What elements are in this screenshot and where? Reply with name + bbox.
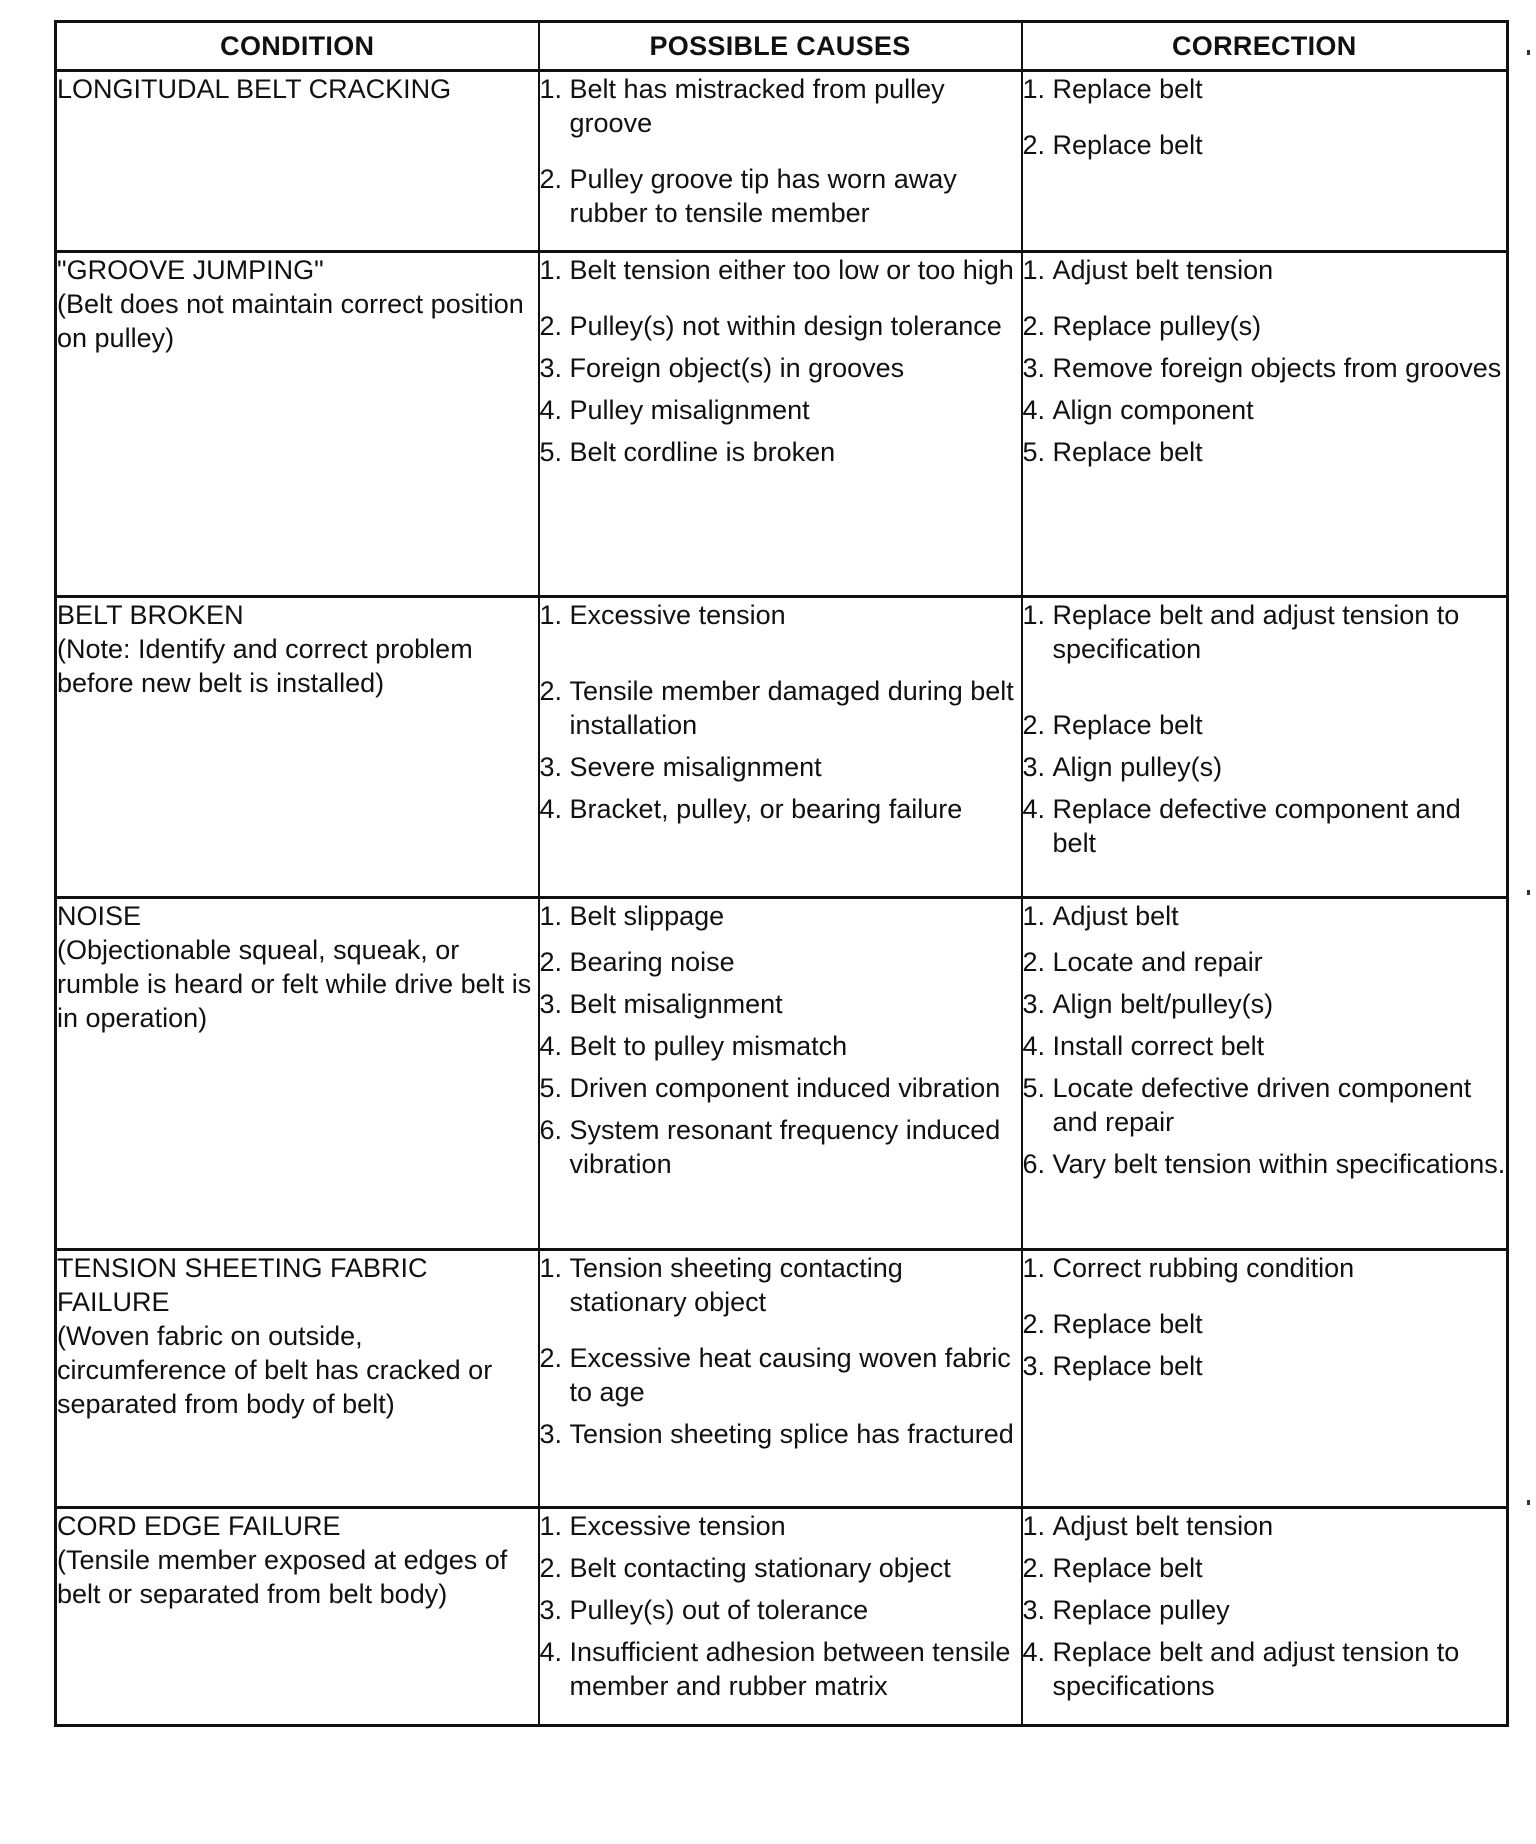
item-text: Replace pulley <box>1052 1595 1230 1625</box>
item-number: 1. <box>1022 600 1053 630</box>
item-text: Bracket, pulley, or bearing failure <box>569 794 963 824</box>
correction-item <box>1023 253 1507 287</box>
item-text: Adjust belt <box>1052 901 1179 931</box>
item-number: 1. <box>539 74 570 104</box>
item-number: 6. <box>539 1115 570 1145</box>
item-text: Belt to pulley mismatch <box>569 1031 848 1061</box>
correction-item <box>1023 899 1507 933</box>
condition-title: TENSION SHEETING FABRIC FAILURE <box>57 1253 428 1317</box>
causes-cell <box>539 252 1022 597</box>
item-number: 2. <box>539 676 570 706</box>
item-number: 3. <box>1022 1595 1053 1625</box>
item-text: Install correct belt <box>1052 1031 1265 1061</box>
item-number: 2. <box>1022 947 1053 977</box>
item-number: 2. <box>539 1553 570 1583</box>
cause-item <box>540 674 1021 742</box>
correction-item <box>1023 792 1507 860</box>
item-text: Belt has mistracked from pulley groove <box>569 74 945 138</box>
item-number: 1. <box>1022 1511 1053 1541</box>
cause-item <box>540 309 1021 343</box>
causes-cell <box>539 71 1022 252</box>
correction-item <box>1023 1509 1507 1543</box>
corrections-cell <box>1022 71 1508 252</box>
corrections-cell <box>1022 1508 1508 1726</box>
causes-cell <box>539 1250 1022 1508</box>
item-number: 3. <box>1022 752 1053 782</box>
item-text: Pulley(s) not within design tolerance <box>569 311 1002 341</box>
cause-item <box>540 899 1021 933</box>
cause-item <box>540 1341 1021 1409</box>
cause-item <box>540 1593 1021 1627</box>
item-number: 5. <box>1022 437 1053 467</box>
condition-title: "GROOVE JUMPING" <box>57 255 324 285</box>
cause-item <box>540 750 1021 784</box>
correction-item <box>1023 598 1507 666</box>
correction-item <box>1023 987 1507 1021</box>
table-row <box>56 597 1508 898</box>
cause-item <box>540 1509 1021 1543</box>
cause-item <box>540 1635 1021 1703</box>
cause-item <box>540 1029 1021 1063</box>
correction-item <box>1023 435 1507 469</box>
item-text: Tensile member damaged during belt installation <box>569 676 1014 740</box>
item-number: 6. <box>1022 1149 1053 1179</box>
item-text: Tension sheeting contacting stationary object <box>569 1253 903 1317</box>
item-text: Belt contacting stationary object <box>569 1553 951 1583</box>
item-text: Replace belt <box>1052 1351 1203 1381</box>
item-text: Correct rubbing condition <box>1052 1253 1355 1283</box>
correction-item <box>1023 708 1507 742</box>
item-number: 2. <box>1022 1309 1053 1339</box>
cause-item <box>540 792 1021 826</box>
correction-item <box>1023 393 1507 427</box>
cause-item <box>540 162 1021 230</box>
item-text: Severe misalignment <box>569 752 822 782</box>
cause-item <box>540 435 1021 469</box>
table-header-row <box>56 22 1508 71</box>
item-number: 2. <box>1022 130 1053 160</box>
causes-cell <box>539 1508 1022 1726</box>
condition-cell <box>56 1508 539 1726</box>
item-text: Locate defective driven component and repair <box>1052 1073 1472 1137</box>
condition-cell <box>56 597 539 898</box>
cause-item <box>540 945 1021 979</box>
item-number: 2. <box>1022 710 1053 740</box>
table-row <box>56 71 1508 252</box>
item-number: 3. <box>539 989 570 1019</box>
item-text: Align component <box>1052 395 1254 425</box>
item-text: Remove foreign objects from grooves <box>1052 353 1502 383</box>
item-number: 2. <box>1022 311 1053 341</box>
cause-item <box>540 1071 1021 1105</box>
corrections-cell <box>1022 898 1508 1250</box>
item-number: 1. <box>1022 74 1053 104</box>
correction-item <box>1023 1593 1507 1627</box>
correction-item <box>1023 351 1507 385</box>
scan-mark <box>1527 50 1530 55</box>
item-text: Belt tension either too low or too high <box>569 255 1014 285</box>
item-number: 3. <box>539 1595 570 1625</box>
correction-item <box>1023 1349 1507 1383</box>
item-number: 2. <box>539 311 570 341</box>
correction-item <box>1023 945 1507 979</box>
correction-item <box>1023 1251 1507 1285</box>
condition-title: NOISE <box>57 901 142 931</box>
item-text: Locate and repair <box>1052 947 1263 977</box>
cause-item <box>540 1417 1021 1451</box>
item-number: 3. <box>1022 989 1053 1019</box>
correction-item <box>1023 1147 1507 1181</box>
item-number: 1. <box>1022 1253 1053 1283</box>
item-number: 2. <box>1022 1553 1053 1583</box>
item-number: 3. <box>539 752 570 782</box>
item-number: 1. <box>539 1511 570 1541</box>
condition-cell <box>56 1250 539 1508</box>
item-number: 5. <box>539 1073 570 1103</box>
table-body <box>56 71 1508 1726</box>
item-number: 4. <box>1022 1031 1053 1061</box>
condition-note: (Belt does not maintain correct position on pulley) <box>57 289 524 353</box>
correction-item <box>1023 309 1507 343</box>
item-number: 4. <box>1022 395 1053 425</box>
item-text: Replace belt and adjust tension to specification <box>1052 600 1460 664</box>
condition-note: (Objectionable squeal, squeak, or rumble is heard or felt while drive belt is in operation) <box>57 935 532 1033</box>
item-number: 3. <box>539 1419 570 1449</box>
condition-cell <box>56 898 539 1250</box>
condition-cell <box>56 252 539 597</box>
item-text: Belt cordline is broken <box>569 437 836 467</box>
causes-cell <box>539 597 1022 898</box>
cause-item <box>540 253 1021 287</box>
item-number: 4. <box>1022 1637 1053 1667</box>
cause-item <box>540 1113 1021 1181</box>
condition-note: (Tensile member exposed at edges of belt or separated from belt body) <box>57 1545 508 1609</box>
condition-note: (Woven fabric on outside, circumference of belt has cracked or separated from body of belt) <box>57 1321 493 1419</box>
header-condition: CONDITION <box>56 22 539 71</box>
item-number: 1. <box>539 901 570 931</box>
item-number: 3. <box>1022 353 1053 383</box>
condition-title: BELT BROKEN <box>57 600 244 630</box>
item-text: Insufficient adhesion between tensile member and rubber matrix <box>569 1637 1011 1701</box>
item-text: Align belt/pulley(s) <box>1052 989 1274 1019</box>
item-text: Replace defective component and belt <box>1052 794 1461 858</box>
scan-mark <box>1527 890 1530 895</box>
table-row <box>56 1250 1508 1508</box>
item-number: 4. <box>539 1031 570 1061</box>
cause-item <box>540 1551 1021 1585</box>
item-text: Excessive heat causing woven fabric to age <box>569 1343 1011 1407</box>
item-number: 1. <box>1022 255 1053 285</box>
causes-cell <box>539 898 1022 1250</box>
item-number: 1. <box>539 255 570 285</box>
cause-item <box>540 351 1021 385</box>
item-number: 2. <box>539 164 570 194</box>
correction-item <box>1023 72 1507 106</box>
item-text: Align pulley(s) <box>1052 752 1223 782</box>
item-text: Tension sheeting splice has fractured <box>569 1419 1014 1449</box>
cause-item <box>540 393 1021 427</box>
item-text: Foreign object(s) in grooves <box>569 353 905 383</box>
item-text: Replace belt and adjust tension to specifications <box>1052 1637 1460 1701</box>
item-number: 1. <box>539 1253 570 1283</box>
condition-cell <box>56 71 539 252</box>
item-number: 3. <box>1022 1351 1053 1381</box>
item-number: 1. <box>539 600 570 630</box>
item-text: Excessive tension <box>569 600 786 630</box>
correction-item <box>1023 1029 1507 1063</box>
item-number: 4. <box>539 1637 570 1667</box>
item-text: Belt misalignment <box>569 989 783 1019</box>
item-number: 5. <box>539 437 570 467</box>
item-text: Belt slippage <box>569 901 725 931</box>
table-row <box>56 898 1508 1250</box>
header-possible-causes: POSSIBLE CAUSES <box>539 22 1022 71</box>
corrections-cell <box>1022 1250 1508 1508</box>
item-text: Replace belt <box>1052 130 1203 160</box>
item-text: Pulley(s) out of tolerance <box>569 1595 869 1625</box>
cause-item <box>540 987 1021 1021</box>
correction-item <box>1023 1551 1507 1585</box>
correction-item <box>1023 1071 1507 1139</box>
corrections-cell <box>1022 597 1508 898</box>
condition-title: LONGITUDAL BELT CRACKING <box>57 74 452 104</box>
table-row <box>56 1508 1508 1726</box>
item-text: Replace belt <box>1052 74 1203 104</box>
item-number: 4. <box>1022 794 1053 824</box>
cause-item <box>540 1251 1021 1319</box>
item-text: Replace belt <box>1052 710 1203 740</box>
item-text: Adjust belt tension <box>1052 1511 1274 1541</box>
condition-note: (Note: Identify and correct problem before new belt is installed) <box>57 634 473 698</box>
item-text: Vary belt tension within specifications. <box>1052 1149 1506 1179</box>
correction-item <box>1023 1635 1507 1703</box>
item-text: Pulley misalignment <box>569 395 810 425</box>
item-text: Adjust belt tension <box>1052 255 1274 285</box>
cause-item <box>540 72 1021 140</box>
item-number: 3. <box>539 353 570 383</box>
correction-item <box>1023 1307 1507 1341</box>
item-text: Replace belt <box>1052 1309 1203 1339</box>
item-number: 5. <box>1022 1073 1053 1103</box>
item-number: 4. <box>539 395 570 425</box>
item-number: 2. <box>539 947 570 977</box>
item-text: Excessive tension <box>569 1511 786 1541</box>
item-text: Replace belt <box>1052 437 1203 467</box>
item-text: Replace pulley(s) <box>1052 311 1262 341</box>
item-text: Pulley groove tip has worn away rubber to tensile member <box>569 164 957 228</box>
header-correction: CORRECTION <box>1022 22 1508 71</box>
belt-diagnosis-table <box>54 20 1509 1727</box>
item-text: System resonant frequency induced vibration <box>569 1115 1001 1179</box>
item-text: Driven component induced vibration <box>569 1073 1001 1103</box>
table-row <box>56 252 1508 597</box>
cause-item <box>540 598 1021 632</box>
item-text: Replace belt <box>1052 1553 1203 1583</box>
item-number: 2. <box>539 1343 570 1373</box>
condition-title: CORD EDGE FAILURE <box>57 1511 341 1541</box>
item-number: 1. <box>1022 901 1053 931</box>
correction-item <box>1023 750 1507 784</box>
corrections-cell <box>1022 252 1508 597</box>
scan-mark <box>1527 1500 1530 1505</box>
item-text: Bearing noise <box>569 947 735 977</box>
correction-item <box>1023 128 1507 162</box>
item-number: 4. <box>539 794 570 824</box>
